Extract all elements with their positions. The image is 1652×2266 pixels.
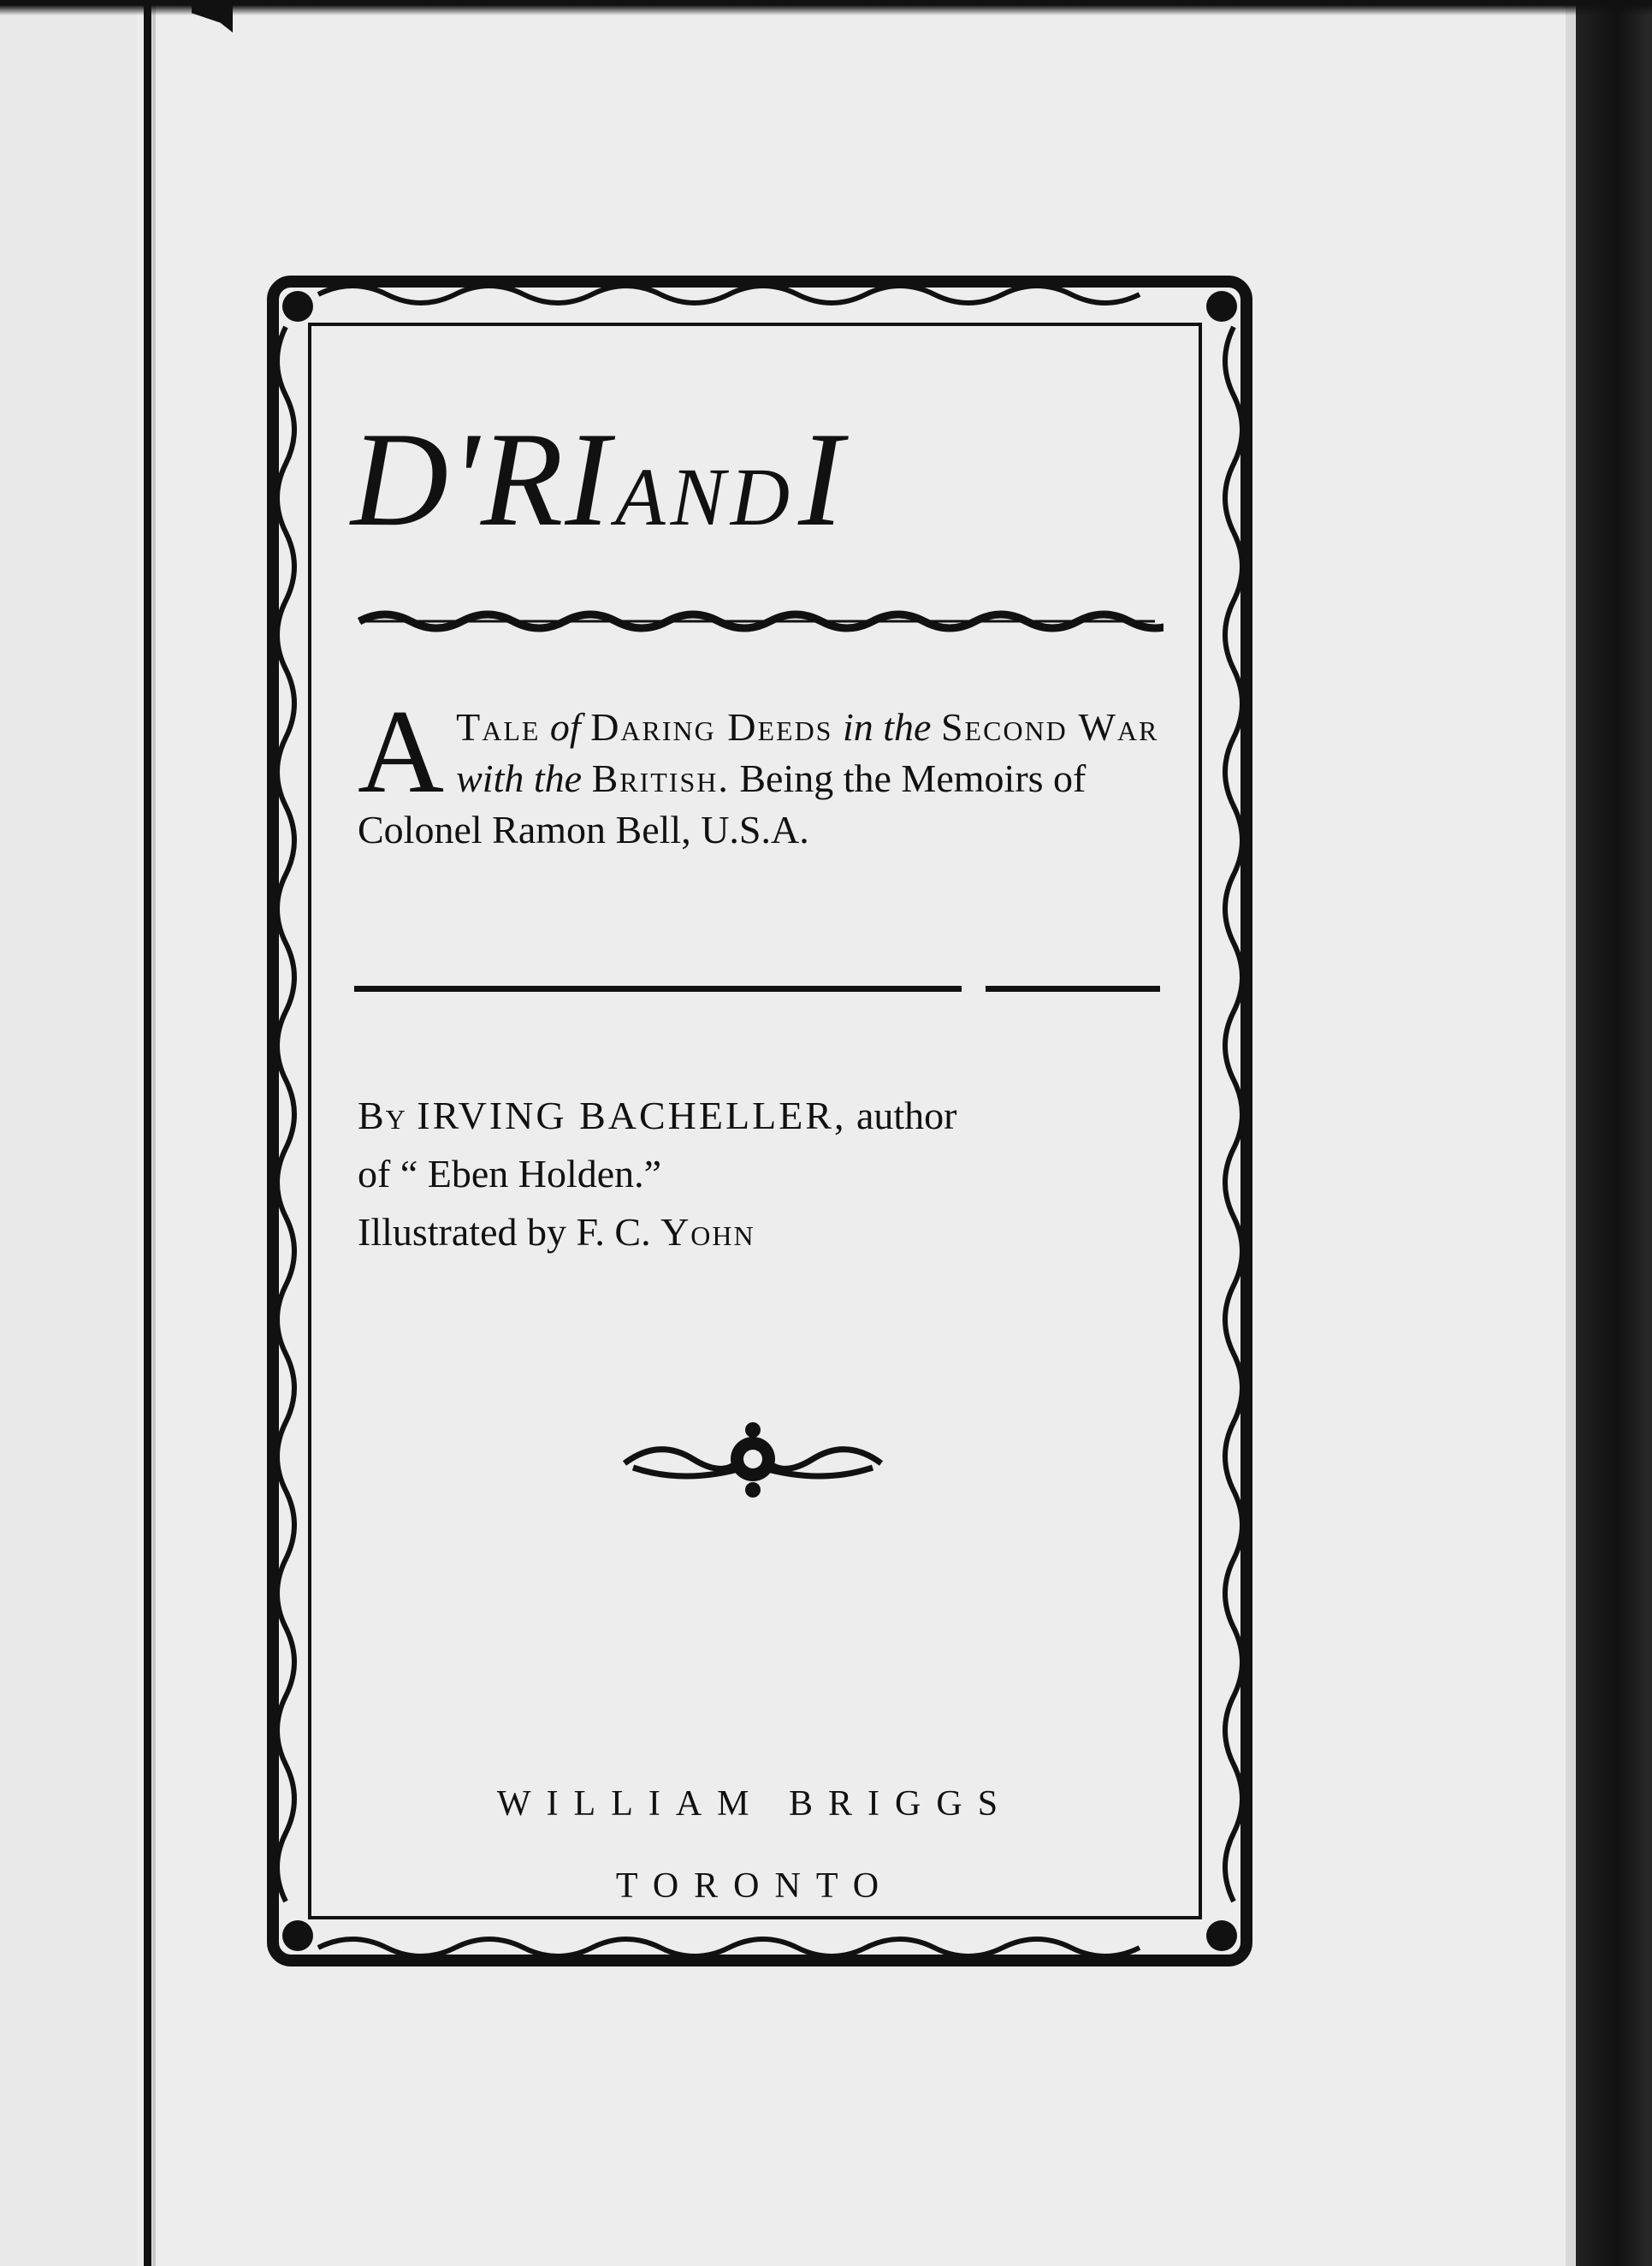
publisher-name: WILLIAM BRIGGS xyxy=(496,1784,1014,1824)
subtitle-word: British. xyxy=(591,756,730,800)
binding-gutter-highlight xyxy=(152,0,156,2266)
publisher-imprint xyxy=(308,1763,1202,1927)
byline-line-3 xyxy=(358,1203,1162,1261)
byline-line-1 xyxy=(358,1087,1162,1145)
subtitle-word: Tale xyxy=(456,705,541,749)
facing-page-edge xyxy=(0,0,137,2266)
title-and: AND xyxy=(615,451,796,543)
scan-corner-mark xyxy=(192,0,233,33)
subtitle-word: of xyxy=(549,705,581,749)
divider-short xyxy=(986,986,1160,992)
subtitle-memoirs: Being the Memoirs of Colonel Ramon Bell, U.S.A. xyxy=(358,756,1087,851)
drop-cap: A xyxy=(358,685,445,818)
subtitle-word: Second War xyxy=(940,705,1159,749)
binding-gutter-line xyxy=(144,0,151,2266)
subtitle-word: Daring Deeds xyxy=(590,705,833,749)
title-dri: D'RI xyxy=(351,405,613,555)
publisher-city: TORONTO xyxy=(615,1866,895,1906)
byline-line-2: of “ Eben Holden.” xyxy=(358,1152,662,1195)
byline xyxy=(358,1087,1162,1261)
top-scan-shadow xyxy=(0,0,1652,15)
author-name: IRVING BACHELLER, xyxy=(417,1094,847,1137)
subtitle-word: in the xyxy=(842,705,932,749)
byline-author-word: author xyxy=(856,1094,957,1137)
center-ornament xyxy=(616,1416,890,1502)
decorative-rule xyxy=(351,602,1164,637)
book-cover-edge xyxy=(1566,0,1652,2266)
book-title xyxy=(351,402,1164,555)
illustrated-by: Illustrated by F. C. xyxy=(358,1210,651,1254)
book-subtitle xyxy=(358,685,1160,856)
title-i: I xyxy=(798,405,845,555)
byline-by: By xyxy=(358,1094,407,1137)
subtitle-word: with the xyxy=(456,756,583,800)
illustrator-name: Yohn xyxy=(660,1210,755,1254)
divider-long xyxy=(354,986,962,992)
